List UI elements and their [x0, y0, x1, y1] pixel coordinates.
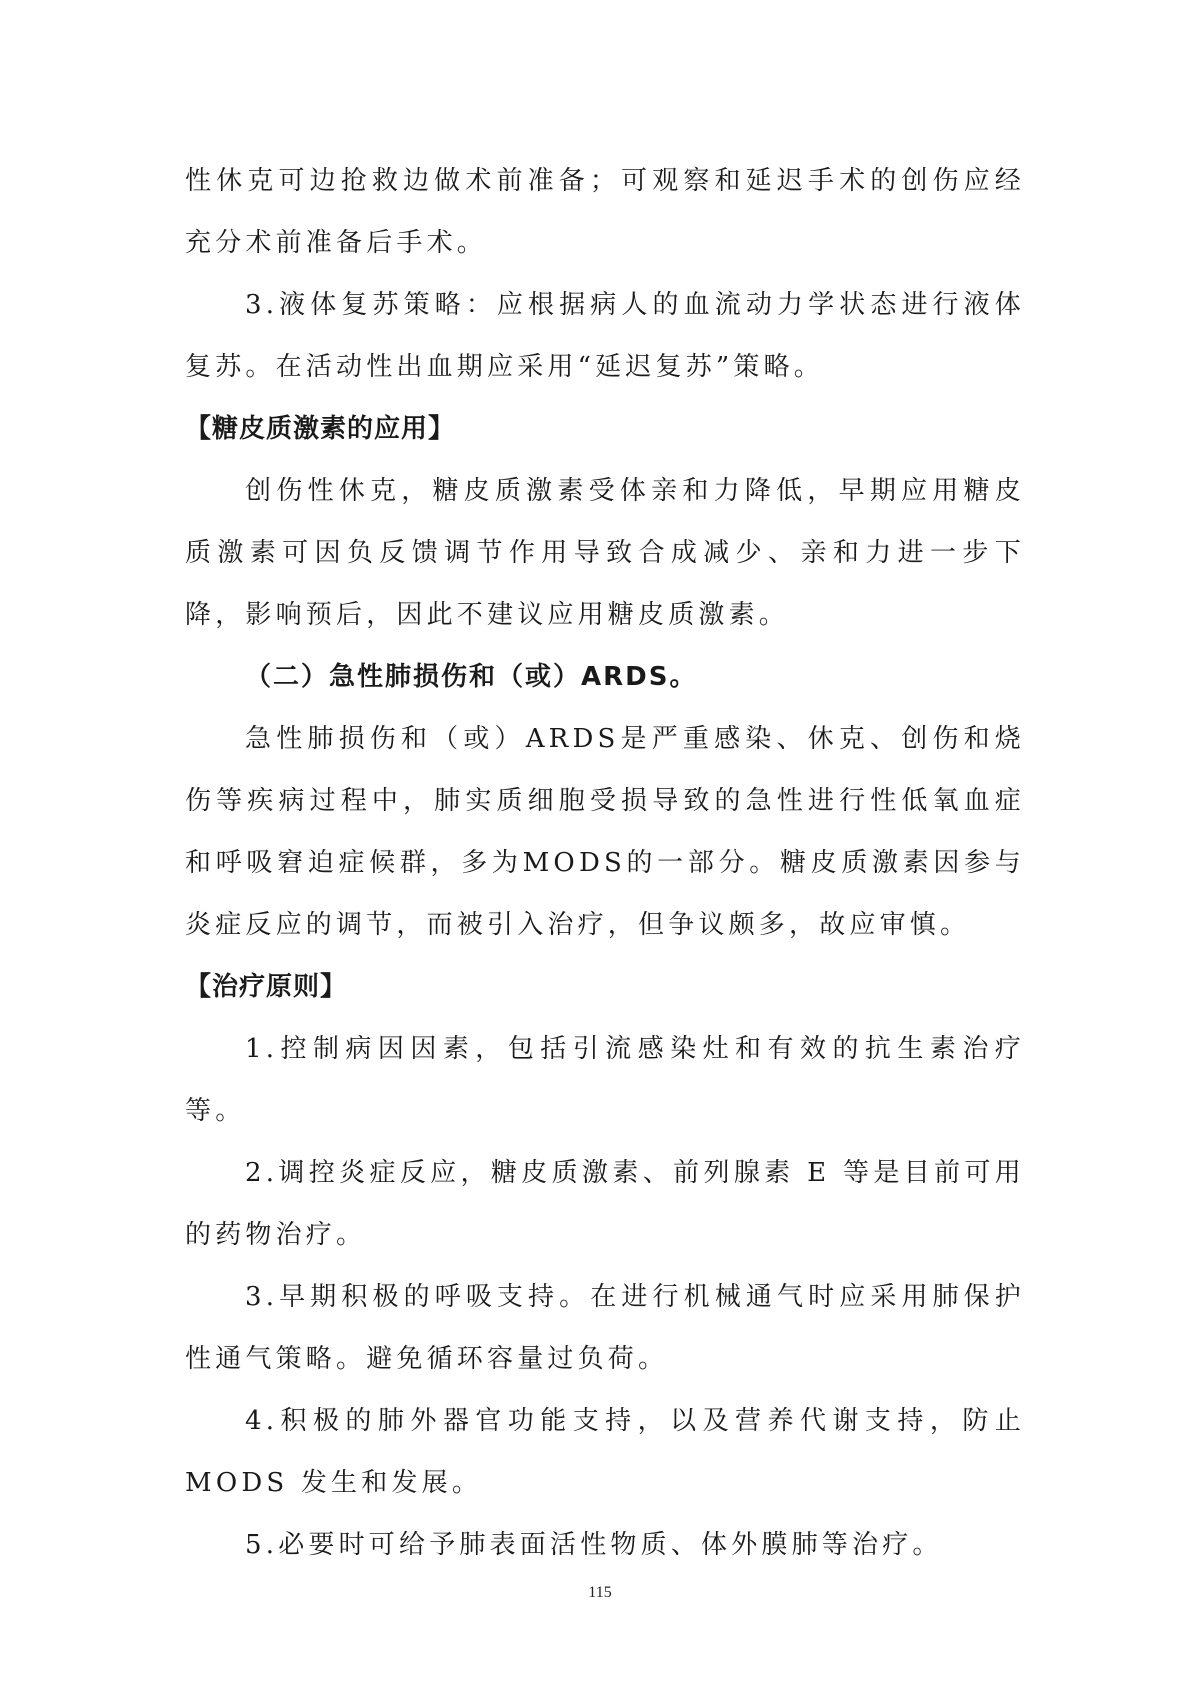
paragraph-fluid-resuscitation: 3.液体复苏策略：应根据病人的血流动力学状态进行液体复苏。在活动性出血期应采用“延迟复苏”策略。: [185, 290, 1025, 382]
paragraph-glucocorticoid: 创伤性休克，糖皮质激素受体亲和力降低，早期应用糖皮质激素可因负反馈调节作用导致合成减少、亲和力进一步下降，影响预后，因此不建议应用糖皮质激素。: [185, 476, 1025, 630]
section-heading-glucocorticoid: 【糖皮质激素的应用】: [185, 414, 456, 444]
page-number: 115: [588, 1584, 612, 1601]
list-item-principle-3: 3.早期积极的呼吸支持。在进行机械通气时应采用肺保护性通气策略。避免循环容量过负荷。: [185, 1282, 1025, 1374]
list-item-principle-1: 1.控制病因因素，包括引流感染灶和有效的抗生素治疗等。: [185, 1034, 1025, 1126]
list-item-principle-5: 5.必要时可给予肺表面活性物质、体外膜肺等治疗。: [245, 1530, 943, 1560]
list-item-principle-2: 2.调控炎症反应，糖皮质激素、前列腺素 E 等是目前可用的药物治疗。: [185, 1158, 1025, 1250]
page-content: [185, 150, 1025, 1576]
subsection-heading-ards: （二）急性肺损伤和（或）ARDS。: [245, 662, 698, 692]
section-heading-treatment-principles: 【治疗原则】: [185, 972, 348, 1002]
paragraph-shock-surgery: 性休克可边抢救边做术前准备；可观察和延迟手术的创伤应经充分术前准备后手术。: [185, 166, 1025, 258]
list-item-principle-4: 4.积极的肺外器官功能支持，以及营养代谢支持，防止 MODS 发生和发展。: [185, 1406, 1025, 1498]
paragraph-ards-definition: 急性肺损伤和（或）ARDS是严重感染、休克、创伤和烧伤等疾病过程中，肺实质细胞受损导致的急性进行性低氧血症和呼吸窘迫症候群，多为MODS的一部分。糖皮质激素因参与炎症反应的调节，而被引入治疗，但争议颇多，故应审慎。: [185, 724, 1025, 940]
